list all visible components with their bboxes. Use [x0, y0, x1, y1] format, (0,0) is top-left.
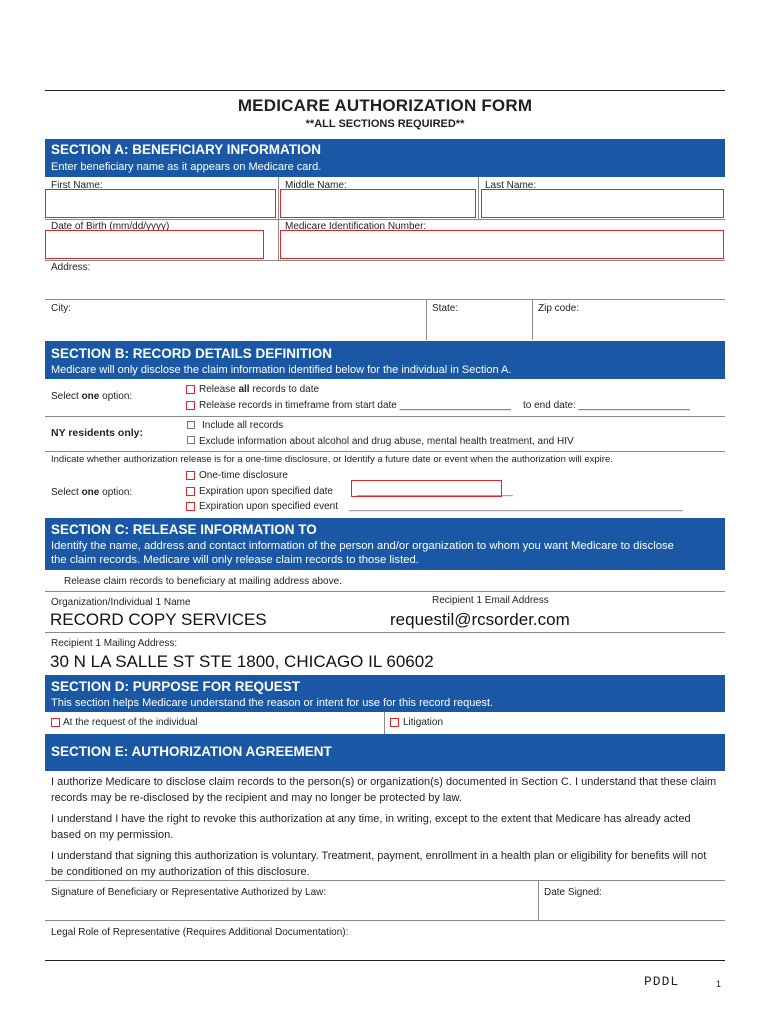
- divider: [45, 632, 725, 633]
- mailing-address-label: Recipient 1 Mailing Address:: [51, 638, 178, 649]
- section-a-title: SECTION A: BENEFICIARY INFORMATION: [51, 142, 321, 157]
- mailing-address-value[interactable]: 30 N LA SALLE ST STE 1800, CHICAGO IL 60602: [50, 652, 434, 671]
- section-c-title: SECTION C: RELEASE INFORMATION TO: [51, 522, 317, 537]
- agreement-paragraph-1: I authorize Medicare to disclose claim records to the person(s) or organization(s) documented in Section C. I understand that these claim records may be re-disclosed by the recipient and may no longer be protected by law.: [51, 776, 717, 804]
- agreement-paragraph-3: I understand that signing this authorization is voluntary. Treatment, payment, enrollment in a health plan or eligibility for benefits will not be conditioned on my authorization of this disclosure.: [51, 850, 707, 878]
- divider: [384, 712, 385, 734]
- page-number: 1: [716, 979, 722, 989]
- exp-event-line: ____________________________________________________________: [349, 501, 683, 512]
- zip-label: Zip code:: [538, 303, 580, 314]
- release-timeframe-label: Release records in timeframe from start date ____________________: [199, 400, 511, 411]
- state-label: State:: [432, 303, 459, 314]
- include-all-checkbox[interactable]: [187, 421, 195, 429]
- exp-event-label: Expiration upon specified event: [199, 501, 338, 512]
- purpose-individual-checkbox[interactable]: [51, 718, 60, 727]
- divider: [532, 299, 533, 340]
- footer-code: PDDL: [644, 974, 680, 989]
- section-b-description: Medicare will only disclose the claim information identified below for the individual in Section A.: [51, 364, 512, 376]
- last-name-label: Last Name:: [485, 180, 537, 191]
- section-c-header: [45, 518, 725, 570]
- divider: [45, 260, 725, 261]
- purpose-litigation-label: Litigation: [403, 717, 444, 728]
- one-time-label: One-time disclosure: [199, 470, 288, 481]
- section-d-description: This section helps Medicare understand the reason or intent for use for this record request.: [51, 697, 494, 709]
- dob-label: Date of Birth (mm/dd/yyyy): [51, 221, 170, 232]
- email-label: Recipient 1 Email Address: [432, 595, 549, 606]
- divider: [478, 177, 479, 219]
- select-one-label-expiry: Select one option:: [51, 487, 133, 498]
- end-date-label: to end date: ____________________: [523, 400, 690, 411]
- select-one-label-records: Select one option:: [51, 391, 133, 402]
- divider: [45, 299, 725, 300]
- mbi-label: Medicare Identification Number:: [285, 221, 427, 232]
- org-name-value[interactable]: RECORD COPY SERVICES: [50, 610, 267, 629]
- include-all-label: Include all records: [202, 420, 284, 431]
- divider: [45, 880, 725, 881]
- section-e-header: [45, 734, 725, 771]
- exclude-sensitive-checkbox[interactable]: [187, 436, 195, 444]
- section-d-header: [45, 675, 725, 712]
- section-b-title: SECTION B: RECORD DETAILS DEFINITION: [51, 346, 333, 361]
- mbi-field[interactable]: [280, 230, 724, 259]
- divider: [45, 591, 725, 592]
- section-c-description-line2: the claim records. Medicare will only release claim records to those listed.: [51, 554, 419, 566]
- org-name-label: Organization/Individual 1 Name: [51, 597, 191, 608]
- expiry-instruction: Indicate whether authorization release is for a one-time disclosure, or Identify a future date or event when the authorization will expire.: [51, 454, 613, 465]
- exclude-sensitive-label: Exclude information about alcohol and drug abuse, mental health treatment, and HIV: [199, 436, 574, 447]
- section-e-title: SECTION E: AUTHORIZATION AGREEMENT: [51, 744, 332, 759]
- form-subtitle: **ALL SECTIONS REQUIRED**: [305, 118, 465, 130]
- date-signed-label: Date Signed:: [544, 887, 602, 898]
- section-a-header: [45, 139, 725, 177]
- exp-event-checkbox[interactable]: [186, 502, 195, 511]
- divider: [45, 920, 725, 921]
- middle-name-label: Middle Name:: [285, 180, 347, 191]
- signature-label: Signature of Beneficiary or Representative Authorized by Law:: [51, 887, 327, 898]
- section-b-header: [45, 341, 725, 379]
- release-to-beneficiary-label: Release claim records to beneficiary at mailing address above.: [64, 576, 342, 587]
- release-timeframe-checkbox[interactable]: [186, 401, 195, 410]
- exp-date-checkbox[interactable]: [186, 487, 195, 496]
- agreement-paragraph-2: I understand I have the right to revoke this authorization at any time, in writing, except to the extent that Medicare has already acted based on my permission.: [51, 813, 691, 841]
- last-name-field[interactable]: [481, 189, 724, 218]
- form-title: MEDICARE AUTHORIZATION FORM: [237, 96, 533, 115]
- divider: [538, 880, 539, 921]
- one-time-checkbox[interactable]: [186, 471, 195, 480]
- release-all-label: Release all records to date: [199, 384, 320, 395]
- divider: [426, 299, 427, 340]
- top-rule: [45, 90, 725, 91]
- divider: [45, 451, 725, 452]
- ny-residents-label: NY residents only:: [51, 427, 143, 439]
- middle-name-field[interactable]: [280, 189, 476, 218]
- section-d-title: SECTION D: PURPOSE FOR REQUEST: [51, 679, 301, 694]
- purpose-individual-label: At the request of the individual: [63, 717, 198, 728]
- dob-field[interactable]: [45, 230, 264, 259]
- exp-date-field[interactable]: [351, 480, 502, 497]
- exp-date-label: Expiration upon specified date: [199, 486, 333, 497]
- first-name-field[interactable]: [45, 189, 276, 218]
- section-c-description-line1: Identify the name, address and contact information of the person and/or organization to whom you want Medicare to disclose: [51, 540, 674, 552]
- city-label: City:: [51, 303, 71, 314]
- exp-date-line: ____________________________: [357, 486, 513, 497]
- bottom-rule: [45, 960, 725, 961]
- purpose-litigation-checkbox[interactable]: [390, 718, 399, 727]
- legal-role-label: Legal Role of Representative (Requires Additional Documentation):: [51, 927, 349, 938]
- first-name-label: First Name:: [51, 180, 103, 191]
- address-label: Address:: [51, 262, 91, 273]
- section-a-description: Enter beneficiary name as it appears on Medicare card.: [51, 161, 322, 173]
- divider: [45, 219, 725, 220]
- release-all-checkbox[interactable]: [186, 385, 195, 394]
- divider: [45, 416, 725, 417]
- email-value[interactable]: requestil@rcsorder.com: [390, 610, 570, 629]
- divider: [278, 177, 279, 260]
